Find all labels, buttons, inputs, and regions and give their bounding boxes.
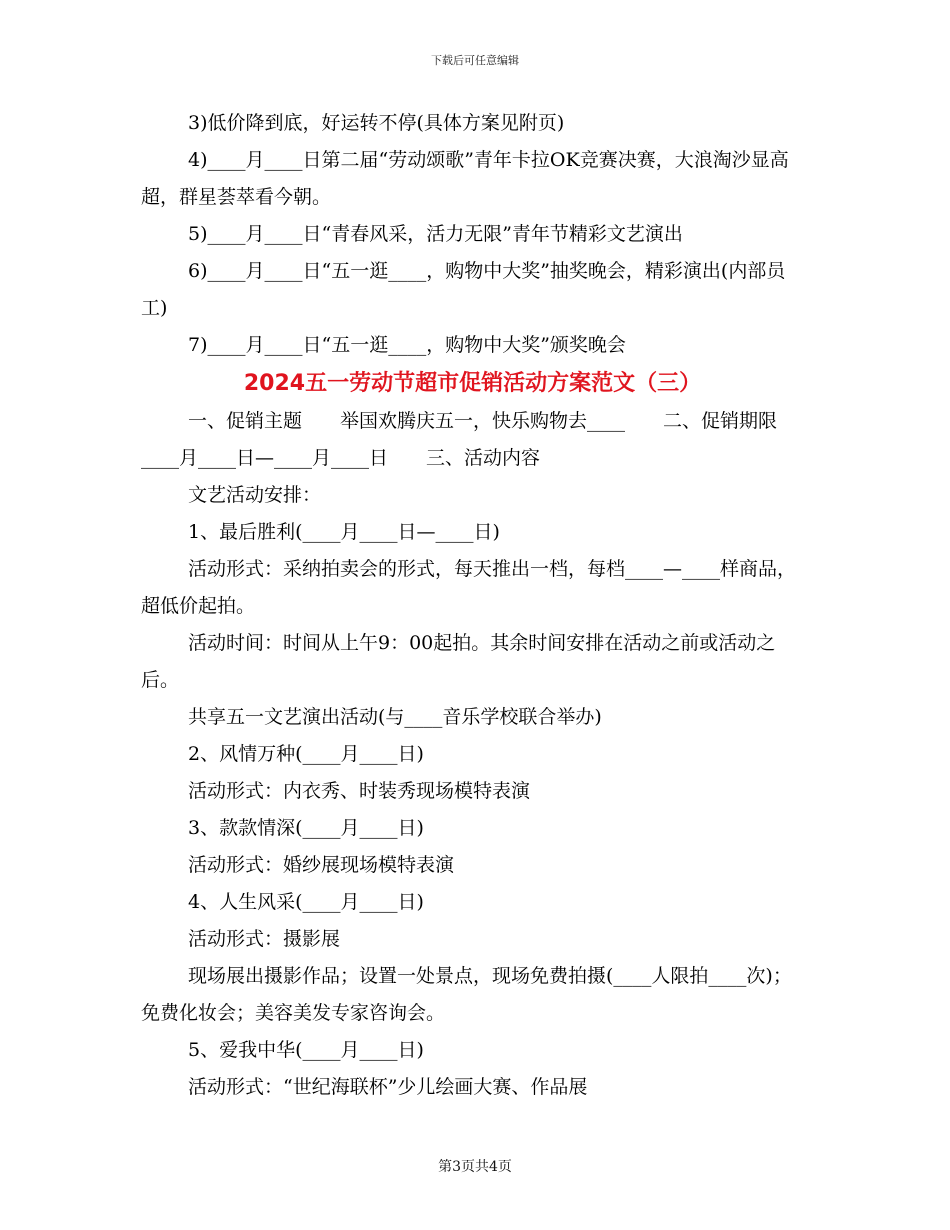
arts-schedule-heading: 文艺活动安排： (188, 484, 322, 506)
activity-5-form: 活动形式：“世纪海联杯”少儿绘画大赛、作品展 (188, 1076, 588, 1098)
shared-performance: 共享五一文艺演出活动(与____音乐学校联合举办) (188, 706, 602, 728)
activity-1-time: 活动时间：时间从上午9：00起拍。其余时间安排在活动之前或活动之后。 (141, 632, 776, 691)
paragraph-item-3: 3)低价降到底，好运转不停(具体方案见附页) (188, 112, 565, 134)
activity-2-form: 活动形式：内衣秀、时装秀现场模特表演 (188, 780, 531, 802)
activity-1-form: 活动形式：采纳拍卖会的形式，每天推出一档，每档____—____样商品，超低价起拍。 (141, 558, 797, 617)
promo-overview: 一、促销主题 举国欢腾庆五一，快乐购物去____ 二、促销期限 ____月____日—____月____日 三、活动内容 (141, 410, 816, 469)
activity-4-details: 现场展出摄影作品；设置一处景点，现场免费拍摄(____人限拍____次)；免费化妆会；美容美发专家咨询会。 (141, 965, 792, 1024)
activity-4-form: 活动形式：摄影展 (188, 928, 341, 950)
activity-3-title: 3、款款情深(____月____日) (188, 817, 424, 839)
activity-1-title: 1、最后胜利(____月____日—____日) (188, 521, 500, 543)
paragraph-item-6: 6)____月____日“五一逛____，购物中大奖”抽奖晚会，精彩演出(内部员工) (141, 260, 786, 319)
activity-5-title: 5、爱我中华(____月____日) (188, 1039, 424, 1061)
page-footer-number: 第3页共4页 (438, 1159, 512, 1175)
activity-3-form: 活动形式：婚纱展现场模特表演 (188, 854, 455, 876)
paragraph-item-4: 4)____月____日第二届“劳动颂歌”青年卡拉OK竞赛决赛，大浪淘沙显高超，群星荟萃看今朝。 (141, 149, 789, 208)
document-body (141, 105, 816, 1106)
paragraph-item-5: 5)____月____日“青春风采，活力无限”青年节精彩文艺演出 (188, 223, 683, 245)
page-header-note: 下载后可任意编辑 (431, 54, 519, 67)
activity-4-title: 4、人生风采(____月____日) (188, 891, 424, 913)
activity-2-title: 2、风情万种(____月____日) (188, 743, 424, 765)
section-title: 2024五一劳动节超市促销活动方案范文（三） (243, 371, 702, 396)
paragraph-item-7: 7)____月____日“五一逛____，购物中大奖”颁奖晚会 (188, 334, 626, 356)
